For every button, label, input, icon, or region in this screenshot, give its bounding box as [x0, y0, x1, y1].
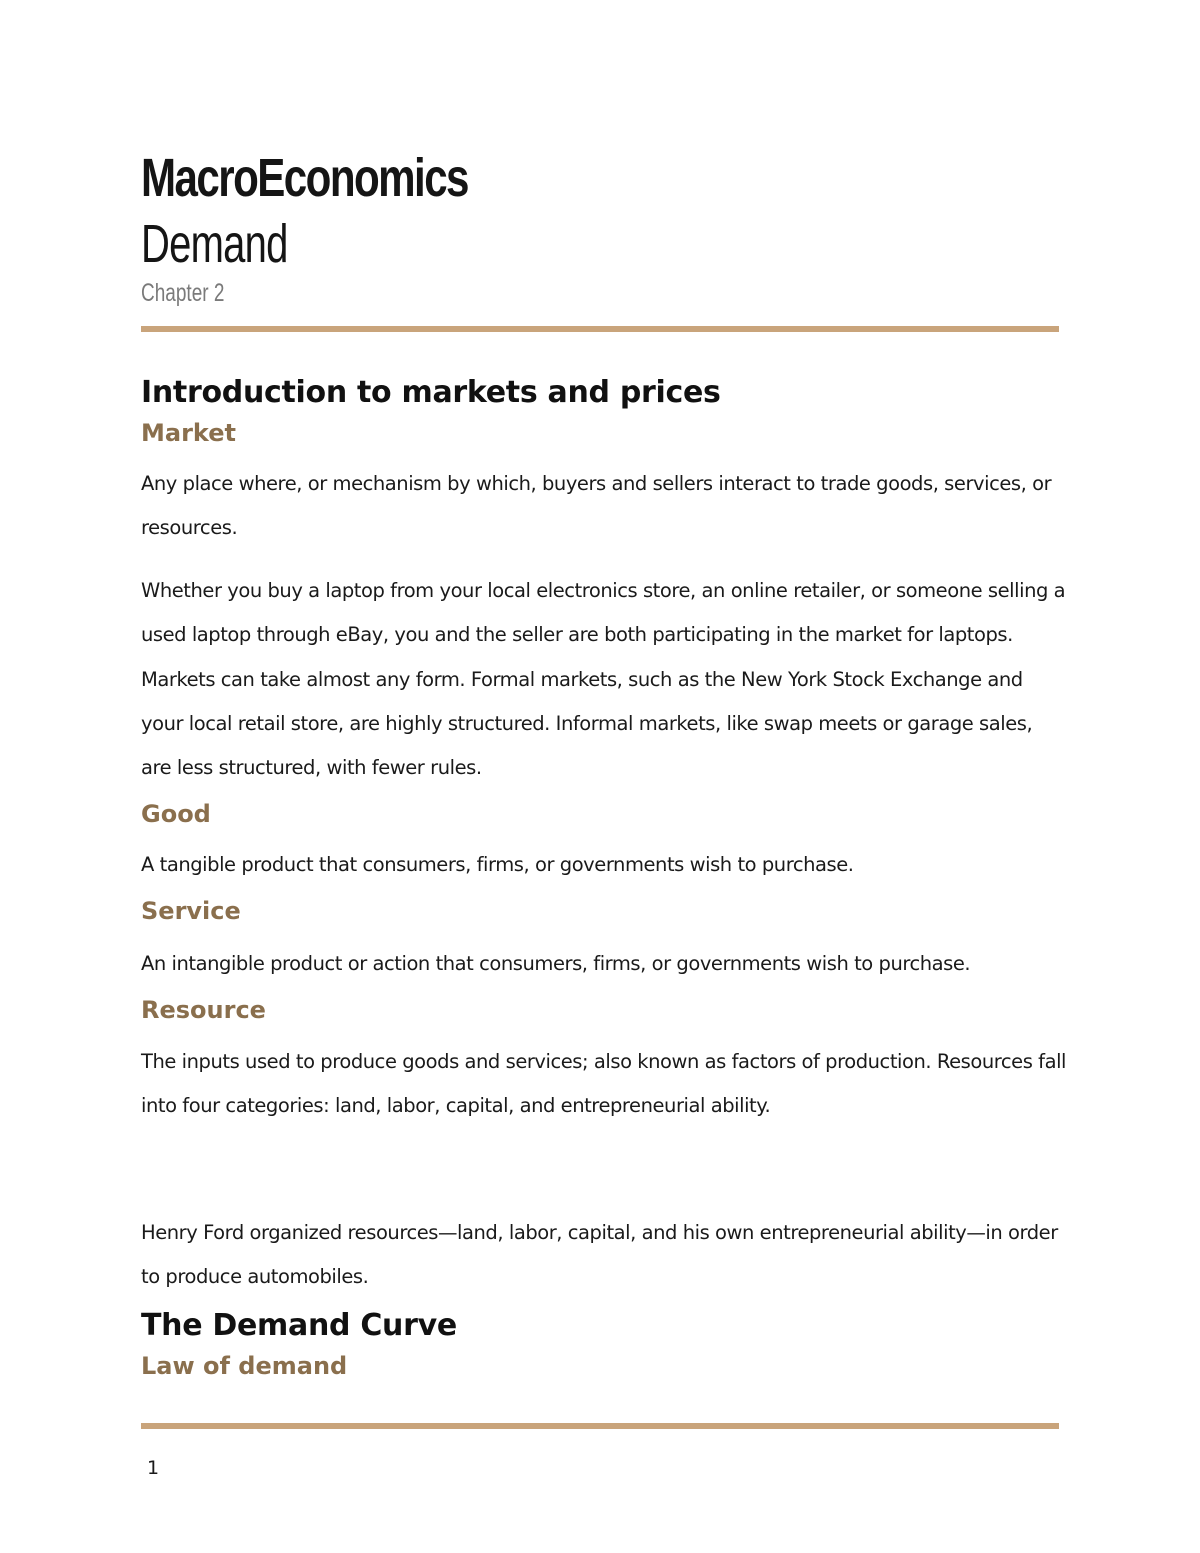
resource-example: Henry Ford organized resources—land, labor, capital, and his own entrepreneurial ability—in order to produce automobiles.	[141, 1221, 1058, 1289]
term-heading-law-of-demand: Law of demand	[141, 1352, 348, 1380]
good-definition: A tangible product that consumers, firms, or governments wish to purchase.	[141, 853, 854, 876]
header-divider	[141, 326, 1059, 332]
document-title: MacroEconomics	[141, 148, 468, 208]
section-heading-intro: Introduction to markets and prices	[141, 375, 721, 410]
term-heading-service: Service	[141, 897, 241, 925]
section-heading-demand-curve: The Demand Curve	[141, 1308, 457, 1343]
document-subtitle: Demand	[141, 214, 288, 274]
market-definition: Any place where, or mechanism by which, buyers and sellers interact to trade goods, services, or resources.	[141, 472, 1052, 540]
service-definition: An intangible product or action that consumers, firms, or governments wish to purchase.	[141, 952, 971, 975]
term-heading-market: Market	[141, 419, 236, 447]
footer-divider	[141, 1423, 1059, 1429]
chapter-label: Chapter 2	[141, 279, 225, 307]
term-heading-good: Good	[141, 800, 211, 828]
resource-definition: The inputs used to produce goods and services; also known as factors of production. Resources fall into four categories: land, labor, capital, and entrepreneurial ability.	[141, 1050, 1067, 1118]
market-example: Whether you buy a laptop from your local electronics store, an online retailer, or someone selling a used laptop through eBay, you and the seller are both participating in the market for laptops. Markets can take almost any form. Formal markets, such as the New York Stock Exchange and your local retail store, are highly structured. Informal markets, like swap meets or garage sales, are less structured, with fewer rules.	[141, 579, 1066, 780]
page-number: 1	[147, 1457, 160, 1479]
term-heading-resource: Resource	[141, 996, 266, 1024]
